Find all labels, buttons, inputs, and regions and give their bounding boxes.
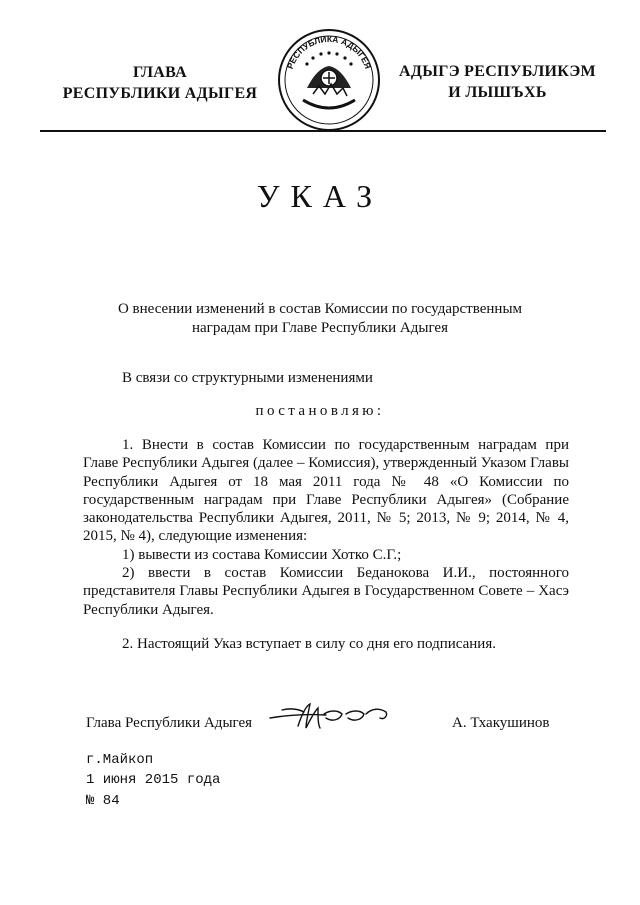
signatory-title: Глава Республики Адыгея (86, 715, 253, 731)
paragraph-1-item-2: 2) ввести в состав Комиссии Беданокова И.И., постоянного представителя Главы Республики Адыгея в Государственном Совете – Хасэ Республики Адыгея. (83, 565, 569, 618)
document-subject (90, 300, 550, 338)
document-body (83, 436, 569, 653)
header-divider (40, 130, 606, 132)
issue-city: г.Майкоп (86, 752, 154, 768)
decree-word: постановляю: (255, 403, 385, 419)
signatory-name: А. Тхакушинов (452, 715, 550, 731)
emblem-lettering: РЕСПУБЛИКА АДЫГЕЯ (284, 33, 374, 71)
header-right (385, 61, 610, 103)
handwritten-signature (268, 700, 393, 732)
header-right-line1: АДЫГЭ РЕСПУБЛИКЭМ (399, 63, 596, 80)
decree-number: № 84 (86, 793, 120, 809)
coat-of-arms-emblem (277, 28, 381, 132)
paragraph-1: 1. Внести в состав Комиссии по государственным наградам при Главе Республики Адыгея (далее – Комиссия), утвержденный Указом Главы Республики Адыгея от 18 мая 2011 года № 48 «О Комиссии по государственным наградам при Главе Республики Адыгея» (Собрание законодательства Республики Адыгея, 2011, № 5; 2013, № 9; 2014, № 4, 2015, № 4), следующие изменения: (83, 437, 569, 545)
issue-date: 1 июня 2015 года (86, 772, 221, 788)
header-left-line2: РЕСПУБЛИКИ АДЫГЕЯ (62, 85, 258, 102)
subject-line-2: наградам при Главе Республики Адыгея (192, 320, 448, 336)
header-left-line1: ГЛАВА (133, 64, 187, 81)
header-right-line2: И ЛЫШЪХЬ (448, 84, 547, 101)
paragraph-2: 2. Настоящий Указ вступает в силу со дня его подписания. (122, 635, 496, 652)
header-left (40, 62, 280, 104)
subject-line-1: О внесении изменений в состав Комиссии по государственным (117, 301, 523, 317)
document-title: УКАЗ (256, 178, 384, 214)
preamble: В связи со структурными изменениями (122, 370, 373, 386)
paragraph-1-item-1: 1) вывести из состава Комиссии Хотко С.Г.; (122, 546, 402, 563)
